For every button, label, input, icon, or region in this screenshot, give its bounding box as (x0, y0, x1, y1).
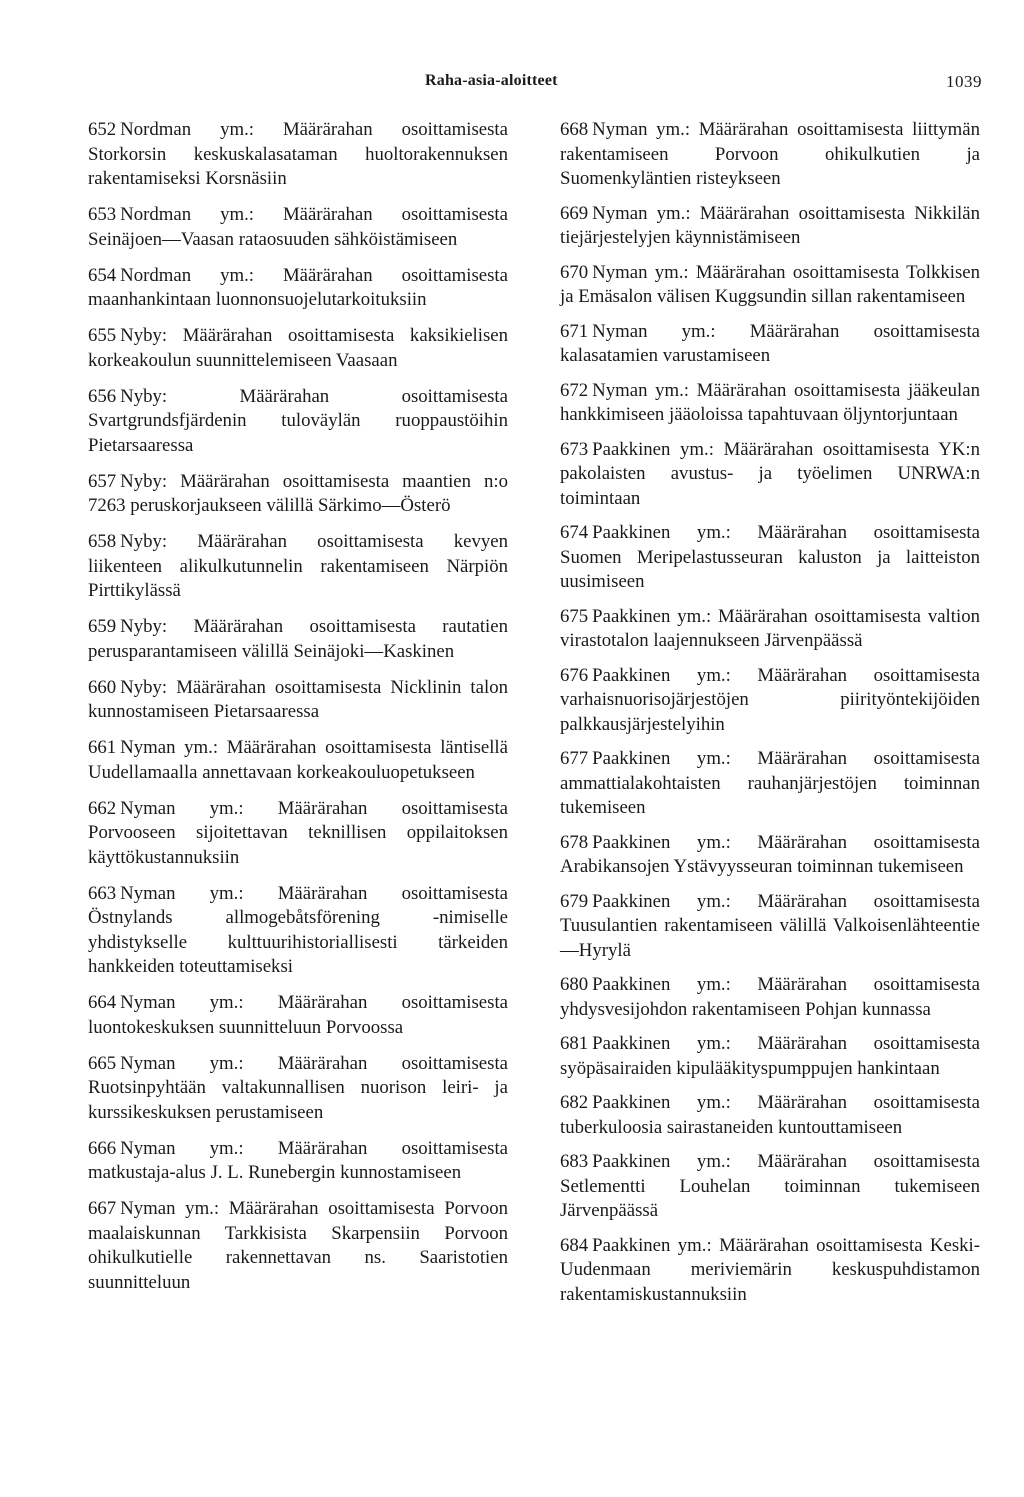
motion-text: Nordman ym.: Määrärahan osoittamisesta maanhankintaan luonnonsuojelutarkoituksiin (88, 264, 508, 310)
motion-text: Nyby: Määrärahan osoittamisesta maantien n:o 7263 peruskorjaukseen välillä Särkimo—Österö (88, 470, 508, 516)
motion-text: Nyman ym.: Määrärahan osoittamisesta kalasatamien varustamiseen (560, 320, 980, 366)
motion-entry (88, 676, 508, 725)
motion-entry (560, 202, 980, 251)
motion-text: Paakkinen ym.: Määrärahan osoittamisesta Setlementti Louhelan toiminnan tukemiseen Järvenpäässä (560, 1151, 980, 1221)
motion-number: 658 (88, 531, 117, 552)
motion-number: 654 (88, 264, 117, 286)
left-column (88, 118, 508, 1307)
motion-text: Paakkinen ym.: Määrärahan osoittamisesta yhdysvesijohdon rakentamiseen Pohjan kunnassa (560, 974, 980, 1020)
motion-entry (88, 203, 508, 252)
motion-number: 653 (88, 204, 117, 225)
motion-number: 663 (88, 882, 117, 904)
motion-entry (560, 1091, 980, 1140)
motion-text: Nordman ym.: Määrärahan osoittamisesta Seinäjoen—Vaasan rataosuuden sähköistämiseen (88, 204, 508, 250)
motion-number: 678 (560, 831, 589, 853)
motion-entry (560, 605, 980, 654)
motion-text: Nyby: Määrärahan osoittamisesta kaksikielisen korkeakoulun suunnittelemiseen Vaasaan (88, 325, 508, 371)
motion-number: 679 (560, 890, 589, 912)
motion-text: Paakkinen ym.: Määrärahan osoittamisesta YK:n pakolaisten avustus- ja työelimen UNRWA:n toimintaan (560, 438, 980, 509)
motion-text: Nyman ym.: Määrärahan osoittamisesta luontokeskuksen suunnitteluun Porvoossa (88, 992, 508, 1038)
right-column (560, 118, 980, 1317)
motion-entry (560, 320, 980, 369)
motion-entry (88, 470, 508, 519)
motion-number: 657 (88, 470, 117, 492)
motion-entry (88, 615, 508, 664)
motion-entry (88, 118, 508, 192)
motion-number: 681 (560, 1033, 589, 1054)
motion-entry (88, 385, 508, 459)
motion-number: 684 (560, 1234, 589, 1256)
motion-entry (88, 1197, 508, 1295)
motion-entry (88, 1137, 508, 1186)
motion-text: Nyman ym.: Määrärahan osoittamisesta läntisellä Uudellamaalla annettavaan korkeakouluopetukseen (88, 737, 508, 783)
motion-text: Paakkinen ym.: Määrärahan osoittamisesta varhaisnuorisojärjestöjen piirityöntekijöiden palkkausjärjestelyihin (560, 664, 980, 735)
motion-number: 671 (560, 320, 589, 342)
page-number: 1039 (946, 72, 982, 91)
motion-number: 676 (560, 664, 589, 686)
motion-text: Paakkinen ym.: Määrärahan osoittamisesta Arabikansojen Ystävyysseuran toiminnan tukemiseen (560, 831, 980, 877)
motion-text: Nyman ym.: Määrärahan osoittamisesta Porvoon maalaiskunnan Tarkkisista Skarpensiin Porvoon ohikulkutielle rakennettavan ns. Saaristotien suunnitteluun (88, 1198, 508, 1293)
motion-number: 662 (88, 797, 117, 819)
motion-text: Nyman ym.: Määrärahan osoittamisesta jääkeulan hankkimiseen jääoloissa tapahtuvaan öljyntorjuntaan (560, 379, 980, 425)
motion-text: Nyman ym.: Määrärahan osoittamisesta Tolkkisen ja Emäsalon välisen Kuggsundin sillan rakentamiseen (560, 261, 980, 307)
motion-number: 677 (560, 748, 589, 769)
motion-number: 682 (560, 1092, 589, 1113)
motion-text: Paakkinen ym.: Määrärahan osoittamisesta Tuusulantien rakentamiseen välillä Valkoisenlähteentie—Hyrylä (560, 890, 980, 961)
motion-number: 673 (560, 438, 589, 460)
motion-entry (88, 530, 508, 604)
motion-number: 660 (88, 676, 117, 698)
motion-entry (560, 1150, 980, 1224)
motion-entry (88, 264, 508, 313)
motion-number: 683 (560, 1151, 589, 1172)
motion-entry (560, 438, 980, 512)
motion-text: Nyby: Määrärahan osoittamisesta Nicklinin talon kunnostamiseen Pietarsaaressa (88, 676, 508, 722)
motion-entry (560, 973, 980, 1022)
motion-entry (560, 890, 980, 964)
motion-text: Nyby: Määrärahan osoittamisesta rautatien perusparantamiseen välillä Seinäjoki—Kaskinen (88, 616, 508, 662)
motion-entry (560, 664, 980, 738)
motion-number: 669 (560, 202, 589, 224)
motion-text: Nyman ym.: Määrärahan osoittamisesta Nikkilän tiejärjestelyjen käynnistämiseen (560, 202, 980, 248)
motion-entry (560, 747, 980, 821)
motion-entry (88, 991, 508, 1040)
motion-entry (560, 831, 980, 880)
motion-entry (560, 261, 980, 310)
motion-entry (88, 1052, 508, 1126)
motion-number: 655 (88, 325, 117, 346)
motion-number: 668 (560, 119, 589, 140)
motion-number: 664 (88, 992, 117, 1013)
motion-entry (560, 1032, 980, 1081)
motion-text: Paakkinen ym.: Määrärahan osoittamisesta valtion virastotalon laajennukseen Järvenpäässä (560, 605, 980, 651)
motion-text: Nyby: Määrärahan osoittamisesta Svartgrundsfjärdenin tuloväylän ruoppaustöihin Pietarsaaressa (88, 385, 508, 456)
motion-text: Nyman ym.: Määrärahan osoittamisesta liittymän rakentamiseen Porvoon ohikulkutien ja Suomenkyläntien risteykseen (560, 119, 980, 189)
motion-text: Paakkinen ym.: Määrärahan osoittamisesta ammattialakohtaisten rauhanjärjestöjen toiminnan tukemiseen (560, 748, 980, 818)
motion-entry (88, 324, 508, 373)
motion-entry (88, 797, 508, 871)
motion-number: 675 (560, 605, 589, 627)
motion-number: 665 (88, 1052, 117, 1074)
motion-number: 680 (560, 974, 589, 995)
motion-entry (560, 1234, 980, 1308)
motion-text: Nyman ym.: Määrärahan osoittamisesta matkustaja-alus J. L. Runebergin kunnostamiseen (88, 1137, 508, 1183)
motion-text: Paakkinen ym.: Määrärahan osoittamisesta syöpäsairaiden kipulääkityspumppujen hankintaan (560, 1033, 980, 1079)
motion-entry (560, 379, 980, 428)
motion-number: 656 (88, 385, 117, 407)
motion-text: Nyby: Määrärahan osoittamisesta kevyen liikenteen alikulkutunnelin rakentamiseen Närpiön Pirttikylässä (88, 531, 508, 601)
motion-entry (560, 521, 980, 595)
motion-number: 666 (88, 1137, 117, 1159)
motion-number: 672 (560, 379, 589, 401)
motion-entry (88, 882, 508, 980)
motion-text: Paakkinen ym.: Määrärahan osoittamisesta tuberkuloosia sairastaneiden kuntouttamiseen (560, 1092, 980, 1138)
running-title: Raha-asia-aloitteet (425, 72, 558, 89)
motion-number: 659 (88, 616, 117, 637)
motion-text: Nordman ym.: Määrärahan osoittamisesta Storkorsin keskuskalasataman huoltorakennuksen rakentamiseksi Korsnäsiin (88, 119, 508, 189)
motion-number: 667 (88, 1198, 117, 1219)
motion-text: Nyman ym.: Määrärahan osoittamisesta Östnylands allmogebåtsförening -nimiselle yhdistykselle kulttuurihistoriallisesti tärkeiden hankkeiden toteuttamiseksi (88, 882, 508, 977)
motion-number: 652 (88, 119, 117, 140)
motion-number: 661 (88, 737, 117, 758)
motion-number: 670 (560, 261, 589, 283)
motion-text: Nyman ym.: Määrärahan osoittamisesta Ruotsinpyhtään valtakunnallisen nuorison leiri- ja kurssikeskuksen perustamiseen (88, 1052, 508, 1123)
motion-text: Paakkinen ym.: Määrärahan osoittamisesta Suomen Meripelastusseuran kaluston ja laitteiston uusimiseen (560, 522, 980, 592)
motion-text: Nyman ym.: Määrärahan osoittamisesta Porvooseen sijoitettavan teknillisen oppilaitoksen käyttökustannuksiin (88, 797, 508, 868)
motion-entry (560, 118, 980, 192)
motion-number: 674 (560, 522, 589, 543)
motion-text: Paakkinen ym.: Määrärahan osoittamisesta Keski-Uudenmaan meriviemärin keskuspuhdistamon rakentamiskustannuksiin (560, 1234, 980, 1305)
motion-entry (88, 736, 508, 785)
